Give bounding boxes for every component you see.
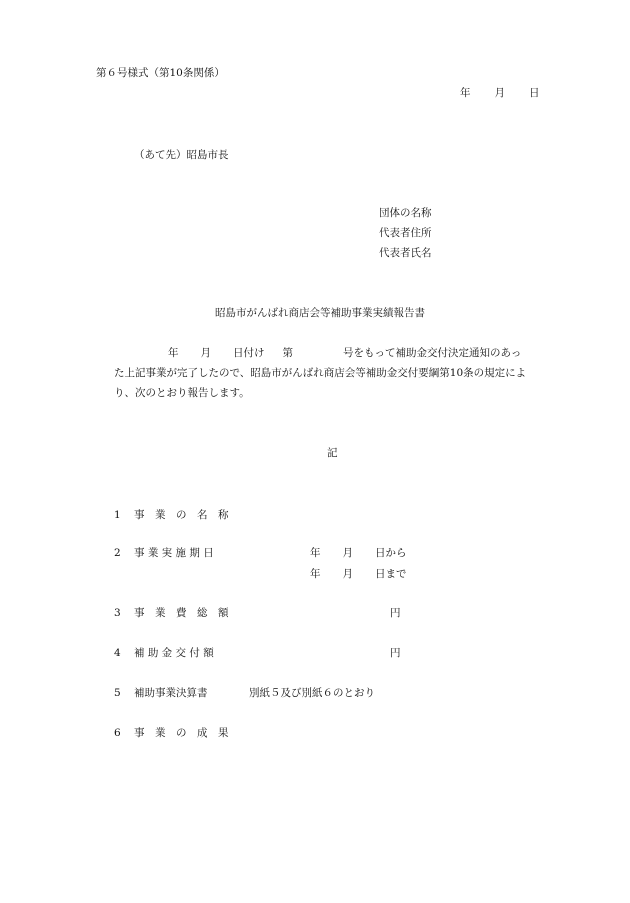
period-to <box>310 569 407 580</box>
from-day: 日から <box>375 547 407 559</box>
item-4-unit: 円 <box>390 647 401 659</box>
to-day: 日まで <box>375 568 407 580</box>
item-3-label: 事 業 費 総 額 <box>134 607 229 619</box>
to-year: 年 <box>310 568 321 580</box>
from-month: 月 <box>342 547 353 559</box>
applicant-rep-address: 代表者住所 <box>379 227 432 239</box>
item-3-number: 3 <box>114 607 121 619</box>
item-5-label: 補助事業決算書 <box>134 687 208 699</box>
period-from <box>310 548 407 559</box>
addressee: （あて先）昭島市長 <box>134 149 229 161</box>
ki-heading: 記 <box>327 447 338 459</box>
body-dai: 第 <box>282 347 293 359</box>
item-5-value: 別紙５及び別紙６のとおり <box>249 687 375 699</box>
item-4-label: 補 助 金 交 付 額 <box>134 647 214 659</box>
form-number: 第６号様式（第10条関係） <box>96 67 225 79</box>
date-year: 年 <box>460 87 471 99</box>
item-6-number: 6 <box>114 727 121 739</box>
document-title: 昭島市がんばれ商店会等補助事業実績報告書 <box>215 307 425 319</box>
body-day: 日付け <box>233 347 265 359</box>
item-3-unit: 円 <box>390 607 401 619</box>
applicant-rep-name: 代表者氏名 <box>379 247 432 259</box>
date-month: 月 <box>494 87 505 99</box>
item-2-label: 事 業 実 施 期 日 <box>134 547 214 559</box>
date-day: 日 <box>529 87 540 99</box>
item-4-number: 4 <box>114 647 121 659</box>
body-line-1 <box>168 348 521 359</box>
item-2-number: 2 <box>114 547 121 559</box>
applicant-org-name: 団体の名称 <box>379 207 432 219</box>
date-line <box>460 88 540 99</box>
item-5-number: 5 <box>114 687 121 699</box>
item-1-label: 事 業 の 名 称 <box>134 509 229 521</box>
body-line-3: り、次のとおり報告します。 <box>114 387 250 399</box>
body-year: 年 <box>168 347 179 359</box>
body-rest: 号をもって補助金交付決定通知のあっ <box>343 347 522 359</box>
body-line-2: た上記事業が完了したので、昭島市がんばれ商店会等補助金交付要綱第10条の規定によ <box>114 367 527 379</box>
from-year: 年 <box>310 547 321 559</box>
item-1-number: 1 <box>114 509 121 521</box>
body-month: 月 <box>200 347 211 359</box>
item-6-label: 事 業 の 成 果 <box>134 727 229 739</box>
to-month: 月 <box>342 568 353 580</box>
